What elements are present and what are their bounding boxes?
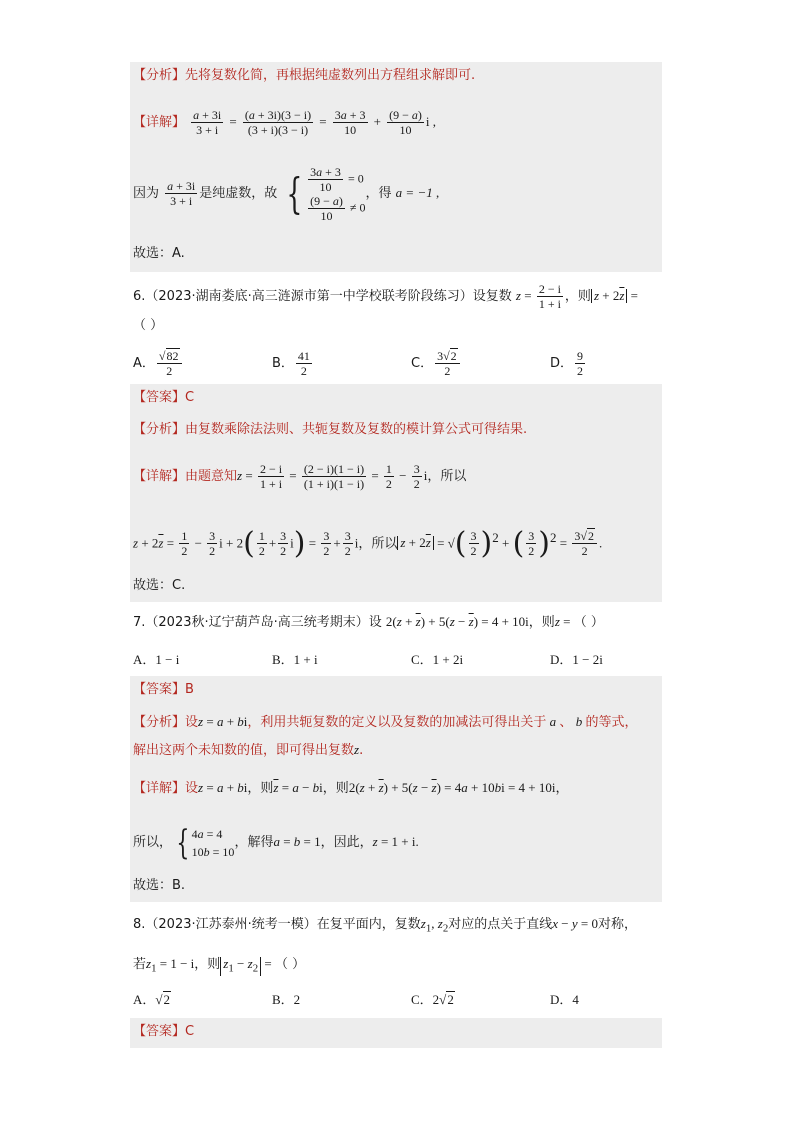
answer-value: B [185, 682, 194, 697]
q7-choose: 故选：B. [133, 878, 186, 893]
formula-frac: $\frac{a + 3i}{3 + i}$ [167, 179, 196, 208]
q7-option-d[interactable]: D．1 − 2i [550, 652, 603, 667]
q6-detail: 【详解】由题意知z = $\frac{2 - i}{1 + i}$ = $\frac{(2 - i)(1 - i)}{(1 + i)(1 - i)}$ = $\frac{1}{2}$ − $\frac{3}{2}$ i，所以 [133, 462, 467, 491]
prev-because: 因为 $\frac{a + 3i}{3 + i}$ 是纯虚数，故 { $\frac{3a + 3}{10}$ = 0 $\frac{(9 - a)}{10}$ ≠ 0 ，得 a = −1 , [133, 164, 440, 223]
q7-analysis-2: 解出这两个未知数的值，即可得出复数z. [133, 742, 364, 758]
formula-frac: $\frac{2 - i}{1 + i}$ [538, 282, 561, 311]
formula-frac: $\frac{a + 3i}{3 + i}$ [193, 108, 222, 137]
q8-answer-block [130, 1018, 662, 1048]
q8-stem-2: 若$z_1 = 1 - i$，则 $z_1 - z_2$ = （ ） [133, 956, 306, 975]
prev-analysis [133, 66, 475, 86]
analysis-text: 先将复数化简，再根据纯虚数列出方程组求解即可. [185, 68, 476, 83]
q7-detail: 【详解】设z = a + bi，则$\overline{z} = a$ − bi，则$2(z + \overline{z}) + 5(z - \overline{z}) = 4a + 10bi = 4 + 10i$， [133, 780, 569, 796]
q7-stem: 7.（2023秋·辽宁葫芦岛·高三统考期末）设 $2(z + \overline{z}) + 5(z - \overline{z}) = 4 + 10i$，则z = （ ） [133, 614, 604, 630]
q6-modulus: $z + 2\overline{z}$ = $\frac{1}{2}$ − $\frac{3}{2}$ i + 2( $\frac{1}{2}$ + $\frac{3}{2}$ i) = $\frac{3}{2}$ + $\frac{3}{2}$ i，所以 $z + 2\overline{z}$ = √( $\frac{3}{2}$ )$^2$ + ( $\frac{3}{2}$ )$^2$ = $\frac{3√2}{2}$ . [133, 525, 603, 561]
q6-choose: 故选：C. [133, 578, 186, 593]
q7-answer: 【答案】B [133, 682, 194, 697]
prev-result: a = −1 [395, 185, 433, 200]
analysis-tag: 【分析】 [133, 68, 186, 83]
q7-analysis: 【分析】设z = a + bi，利用共轭复数的定义以及复数的加减法可得出关于 a 、 b 的等式， [133, 714, 638, 730]
answer-value: C [185, 390, 195, 405]
q6-option-c[interactable]: C． $\frac{3√2}{2}$ [411, 348, 462, 380]
q6-option-d[interactable]: D． $\frac{9}{2}$ [550, 349, 584, 378]
q8-option-d[interactable]: D．4 [550, 992, 579, 1007]
q6-option-a[interactable]: A． $\frac{√82}{2}$ [133, 348, 184, 380]
answer-value: C [185, 1024, 195, 1039]
q7-option-c[interactable]: C．1 + 2i [411, 652, 464, 667]
brace-glyph: { [286, 168, 303, 218]
q6-stem: 6.（2023·湖南娄底·高三涟源市第一中学校联考阶段练习）设复数 z = $\frac{2 - i}{1 + i}$ ，则 $z + 2\overline{z}$ = [133, 282, 638, 311]
prev-detail: 【详解】 $\frac{a + 3i}{3 + i}$ = $\frac{(a + 3i)(3 - i)}{(3 + i)(3 - i)}$ = $\frac{3a + 3}{10}$ + $\frac{(9 - a)}{10}$ i , [133, 108, 437, 137]
q8-option-b[interactable]: B．2 [272, 992, 301, 1007]
detail-tag: 【详解】 [133, 115, 186, 130]
q7-option-a[interactable]: A．1 − i [133, 652, 180, 667]
q8-option-c[interactable]: C．2√2 [411, 992, 454, 1007]
formula-frac: $\frac{(9 - a)}{10}$ [389, 108, 422, 137]
equation-system: $\frac{3a + 3}{10}$ = 0 $\frac{(9 - a)}{10}$ ≠ 0 [310, 164, 366, 223]
formula-frac: $\frac{(a + 3i)(3 - i)}{(3 + i)(3 - i)}$ [244, 108, 312, 137]
modulus-expr: $z + 2\overline{z}$ [591, 289, 627, 303]
q7-option-b[interactable]: B．1 + i [272, 652, 318, 667]
q6-paren: （ ） [133, 318, 164, 333]
q8-option-a[interactable]: A．√2 [133, 992, 171, 1007]
q6-analysis: 【分析】由复数乘除法法则、共轭复数及复数的模计算公式可得结果. [133, 422, 528, 437]
q8-stem: 8.（2023·江苏泰州·统考一模）在复平面内，复数$z_1$, $z_2$对应的点关于直线x − y = 0对称， [133, 916, 638, 935]
q7-system: 所以， { 4a = 4 10b = 10 ，解得a = b = 1，因此，z = 1 + i. [133, 822, 419, 863]
formula-frac: $\frac{3a + 3}{10}$ [334, 108, 366, 137]
q6-option-b[interactable]: B． $\frac{41}{2}$ [272, 349, 310, 378]
q8-answer: 【答案】C [133, 1024, 195, 1039]
q6-answer: 【答案】C [133, 390, 195, 405]
prev-choose: 故选：A. [133, 246, 185, 261]
